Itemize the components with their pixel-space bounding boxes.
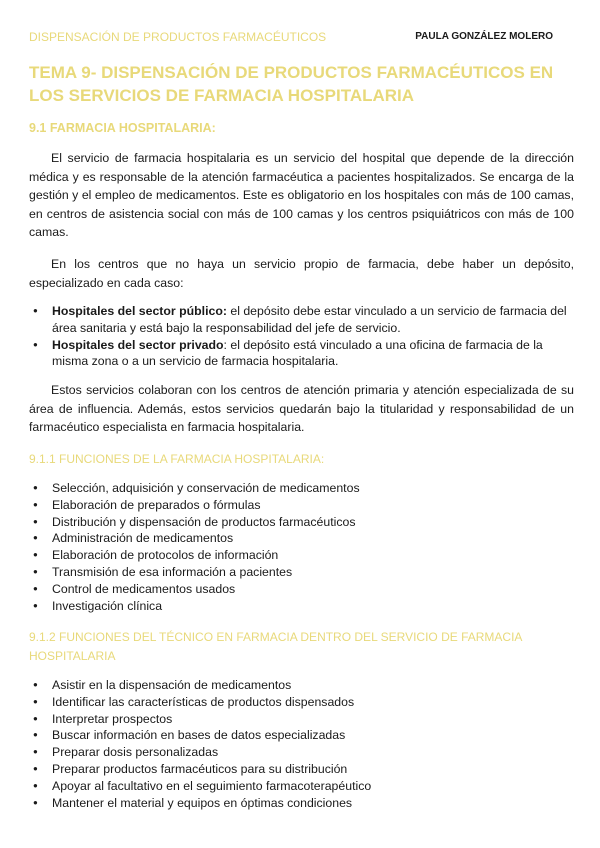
list-item [29, 303, 574, 337]
list-item: ● Control de medicamentos usados [29, 581, 574, 598]
paragraph-deposit: En los centros que no haya un servicio propio de farmacia, debe haber un depósito, especializado en cada caso: [29, 257, 574, 290]
page-title: TEMA 9- DISPENSACIÓN DE PRODUCTOS FARMACÉUTICOS EN LOS SERVICIOS DE FARMACIA HOSPITALARIA [29, 63, 554, 105]
paragraph-intro: El servicio de farmacia hospitalaria es un servicio del hospital que depende de la dirección médica y es responsable de la atención farmacéutica a pacientes hospitalizados. Se encarga de la gestión y el empleo de medicamentos. Este es obligatorio en los hospitales con más de 100 camas, en centros de asistencia social con más de 100 camas y los centros psiquiátricos con más de 100 camas. [29, 151, 574, 239]
list-item-bold: Hospitales del sector público: [52, 304, 227, 318]
section-heading-9-1: 9.1 FARMACIA HOSPITALARIA: [29, 121, 216, 135]
list-item: ● Interpretar prospectos [29, 711, 574, 728]
list-item [29, 337, 574, 371]
list-item: ● Selección, adquisición y conservación de medicamentos [29, 480, 574, 497]
list-item-text: el depósito debe estar vinculado a un servicio de farmacia del área sanitaria y está bajo la responsabilidad del jefe de servicio. [52, 304, 567, 335]
header-author: PAULA GONZÁLEZ MOLERO [415, 31, 553, 42]
list-item: ● Elaboración de protocolos de información [29, 547, 574, 564]
list-item: ● Elaboración de preparados o fórmulas [29, 497, 574, 514]
list-item: ● Transmisión de esa información a pacientes [29, 564, 574, 581]
list-item: ● Distribución y dispensación de productos farmacéuticos [29, 514, 574, 531]
paragraph-collaboration: Estos servicios colaboran con los centros de atención primaria y atención especializada de su área de influencia. Además, estos servicios quedarán bajo la titularidad y responsabilidad de un farmacéutico especialista en farmacia hospitalaria. [29, 383, 574, 434]
section-heading-9-1-1: 9.1.1 FUNCIONES DE LA FARMACIA HOSPITALARIA: [29, 452, 325, 466]
list-item: ● Asistir en la dispensación de medicamentos [29, 677, 574, 694]
header-subject: DISPENSACIÓN DE PRODUCTOS FARMACÉUTICOS [29, 30, 327, 44]
list-item: ● Investigación clínica [29, 598, 574, 615]
deposit-list [29, 303, 574, 370]
list-item: ● Buscar información en bases de datos especializadas [29, 727, 574, 744]
list-item: ● Preparar dosis personalizadas [29, 744, 574, 761]
technician-functions-list [29, 677, 574, 811]
section-heading-9-1-2: 9.1.2 FUNCIONES DEL TÉCNICO EN FARMACIA DENTRO DEL SERVICIO DE FARMACIA HOSPITALARIA [29, 630, 522, 663]
list-item: ● Identificar las características de productos dispensados [29, 694, 574, 711]
list-item: ● Mantener el material y equipos en óptimas condiciones [29, 795, 574, 812]
list-item: ● Administración de medicamentos [29, 530, 574, 547]
list-item-text: : el depósito está vinculado a una oficina de farmacia de la misma zona o a un servicio de farmacia hospitalaria. [52, 337, 543, 369]
functions-list [29, 480, 574, 614]
list-item: ● Preparar productos farmacéuticos para su distribución [29, 761, 574, 778]
list-item-bold: Hospitales del sector privado [52, 337, 224, 352]
list-item: ● Apoyar al facultativo en el seguimiento farmacoterapéutico [29, 778, 574, 795]
